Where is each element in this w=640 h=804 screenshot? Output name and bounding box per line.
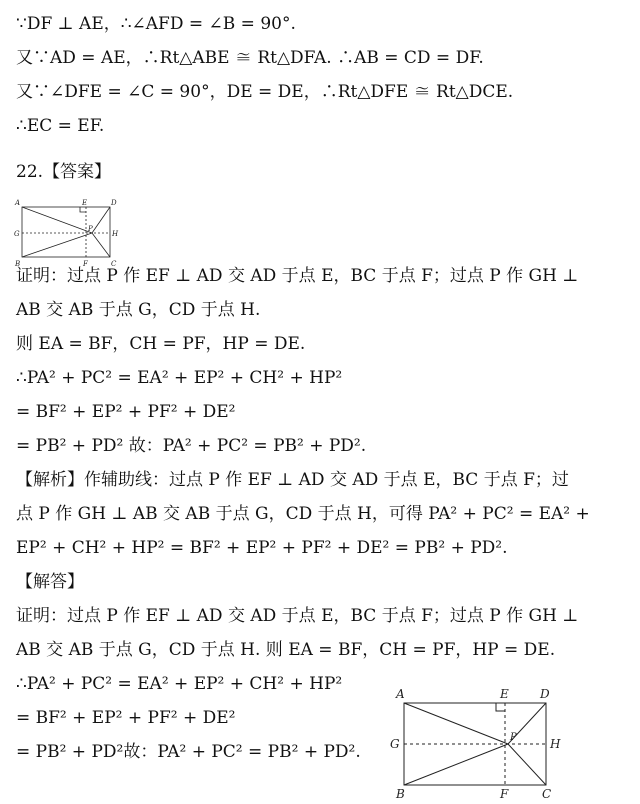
large-label-a: A bbox=[396, 687, 405, 701]
text-line: 【解析】作辅助线：过点 P 作 EF ⊥ AD 交 AD 于点 E，BC 于点 F；过 bbox=[16, 470, 569, 490]
small-label-b: B bbox=[15, 260, 21, 268]
small-label-c: C bbox=[111, 260, 117, 268]
text-line: 证明：过点 P 作 EF ⊥ AD 交 AD 于点 E，BC 于点 F；过点 P 作 GH ⊥ bbox=[16, 266, 579, 286]
large-label-b: B bbox=[396, 787, 405, 801]
text-line: 又∵∠DFE = ∠C = 90°，DE = DE，∴Rt△DFE ≅ Rt△DCE. bbox=[16, 82, 514, 102]
small-label-f: F bbox=[83, 260, 88, 268]
text-line: AB 交 AB 于点 G，CD 于点 H. bbox=[16, 300, 261, 320]
text-line: = PB² + PD² 故：PA² + PC² = PB² + PD². bbox=[16, 436, 367, 456]
large-label-h: H bbox=[550, 737, 561, 751]
text-line: EP² + CH² + HP² = BF² + EP² + PF² + DE² = PB² + PD². bbox=[16, 538, 508, 558]
text-line: = BF² + EP² + PF² + DE² bbox=[16, 402, 236, 422]
large-label-e: E bbox=[500, 687, 509, 701]
small-label-h: H bbox=[112, 230, 119, 238]
text-line: = BF² + EP² + PF² + DE² bbox=[16, 708, 236, 728]
text-line: ∴PA² + PC² = EA² + EP² + CH² + HP² bbox=[16, 674, 343, 694]
large-label-d: D bbox=[540, 687, 550, 701]
text-line: 22.【答案】 bbox=[16, 162, 112, 182]
large-label-p: P bbox=[510, 732, 517, 743]
text-line: 证明：过点 P 作 EF ⊥ AD 交 AD 于点 E，BC 于点 F；过点 P 作 GH ⊥ bbox=[16, 606, 579, 626]
small-label-e: E bbox=[82, 199, 88, 207]
small-label-d: D bbox=[111, 199, 117, 207]
text-line: ∴PA² + PC² = EA² + EP² + CH² + HP² bbox=[16, 368, 343, 388]
text-line: 又∵AD = AE，∴Rt△ABE ≅ Rt△DFA. ∴AB = CD = DF. bbox=[16, 48, 484, 68]
large-label-f: F bbox=[500, 787, 509, 801]
text-line: ∵DF ⊥ AE，∴∠AFD = ∠B = 90°. bbox=[16, 14, 296, 34]
small-label-g: G bbox=[14, 230, 20, 238]
small-rectangle-figure bbox=[14, 198, 124, 268]
text-line: AB 交 AB 于点 G，CD 于点 H. 则 EA = BF，CH = PF，HP = DE. bbox=[16, 640, 556, 660]
large-label-c: C bbox=[542, 787, 552, 801]
small-label-a: A bbox=[15, 199, 21, 207]
large-label-g: G bbox=[390, 737, 400, 751]
text-line: = PB² + PD²故：PA² + PC² = PB² + PD². bbox=[16, 742, 361, 762]
text-line: ∴EC = EF. bbox=[16, 116, 105, 136]
small-label-p: P bbox=[88, 225, 93, 233]
text-line: 点 P 作 GH ⊥ AB 交 AB 于点 G，CD 于点 H，可得 PA² + PC² = EA² + bbox=[16, 504, 590, 524]
large-rectangle-figure bbox=[388, 684, 568, 802]
text-line: 则 EA = BF，CH = PF，HP = DE. bbox=[16, 334, 306, 354]
text-line: 【解答】 bbox=[16, 572, 84, 592]
